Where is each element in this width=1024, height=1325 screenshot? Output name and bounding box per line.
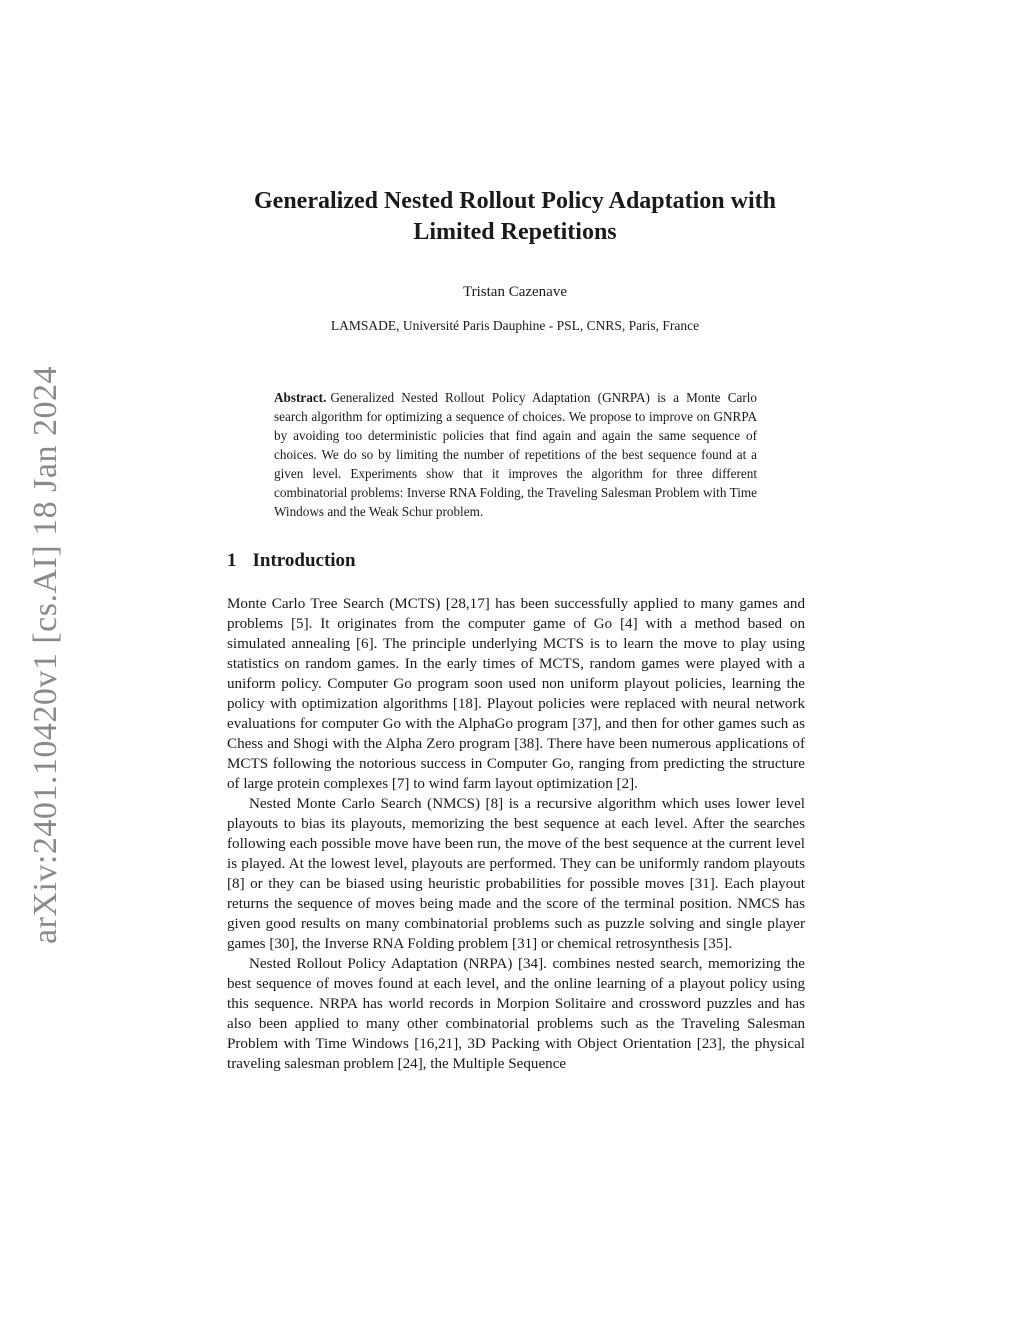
section-body [227,594,805,1074]
abstract-text: Generalized Nested Rollout Policy Adaptation (GNRPA) is a Monte Carlo search algorithm for optimizing a sequence of choices. We propose to improve on GNRPA by avoiding too deterministic policies that find again and again the same sequence of choices. We do so by limiting the number of repetitions of the best sequence found at a given level. Experiments show that it improves the algorithm for three different combinatorial problems: Inverse RNA Folding, the Traveling Salesman Problem with Time Windows and the Weak Schur problem. [274,390,757,519]
section-heading [227,550,356,572]
paper-title [200,186,830,248]
arxiv-sidebar-stamp [24,365,68,945]
body-paragraph: Nested Monte Carlo Search (NMCS) [8] is a recursive algorithm which uses lower level playouts to bias its playouts, memorizing the best sequence at each level. After the searches following each possible move have been run, the move of the best sequence at the current level is played. At the lowest level, playouts are performed. They can be uniformly random playouts [8] or they can be biased using heuristic probabilities for possible moves [31]. Each playout returns the sequence of moves being made and the score of the terminal position. NMCS has given good results on many combinatorial problems such as puzzle solving and single player games [30], the Inverse RNA Folding problem [31] or chemical retrosynthesis [35]. [227,796,805,952]
section-number: 1 [227,550,237,571]
paper-title-line-1: Generalized Nested Rollout Policy Adaptation with [254,188,776,214]
author-affiliation: LAMSADE, Université Paris Dauphine - PSL, CNRS, Paris, France [330,318,700,333]
arxiv-identifier: arXiv:2401.10420v1 [cs.AI] 18 Jan 2024 [27,365,64,945]
abstract-label: Abstract. [274,390,327,405]
paper-title-line-2: Limited Repetitions [413,219,617,245]
abstract [274,388,757,521]
body-paragraph: Nested Rollout Policy Adaptation (NRPA) [34]. combines nested search, memorizing the best sequence of moves found at each level, and the online learning of a playout policy using this sequence. NRPA has world records in Morpion Solitaire and crossword puzzles and has also been applied to many other combinatorial problems such as the Traveling Salesman Problem with Time Windows [16,21], 3D Packing with Object Orientation [23], the physical traveling salesman problem [24], the Multiple Sequence [227,956,805,1072]
body-paragraph: Monte Carlo Tree Search (MCTS) [28,17] has been successfully applied to many games and problems [5]. It originates from the computer game of Go [4] with a method based on simulated annealing [6]. The principle underlying MCTS is to learn the move to play using statistics on random games. In the early times of MCTS, random games were played with a uniform policy. Computer Go program soon used non uniform playout policies, learning the policy with optimization algorithms [18]. Playout policies were replaced with neural network evaluations for computer Go with the AlphaGo program [37], and then for other games such as Chess and Shogi with the Alpha Zero program [38]. There have been numerous applications of MCTS following the notorious success in Computer Go, ranging from predicting the structure of large protein complexes [7] to wind farm layout optimization [2]. [227,596,805,792]
author-name: Tristan Cazenave [462,284,567,300]
section-title: Introduction [252,550,356,571]
